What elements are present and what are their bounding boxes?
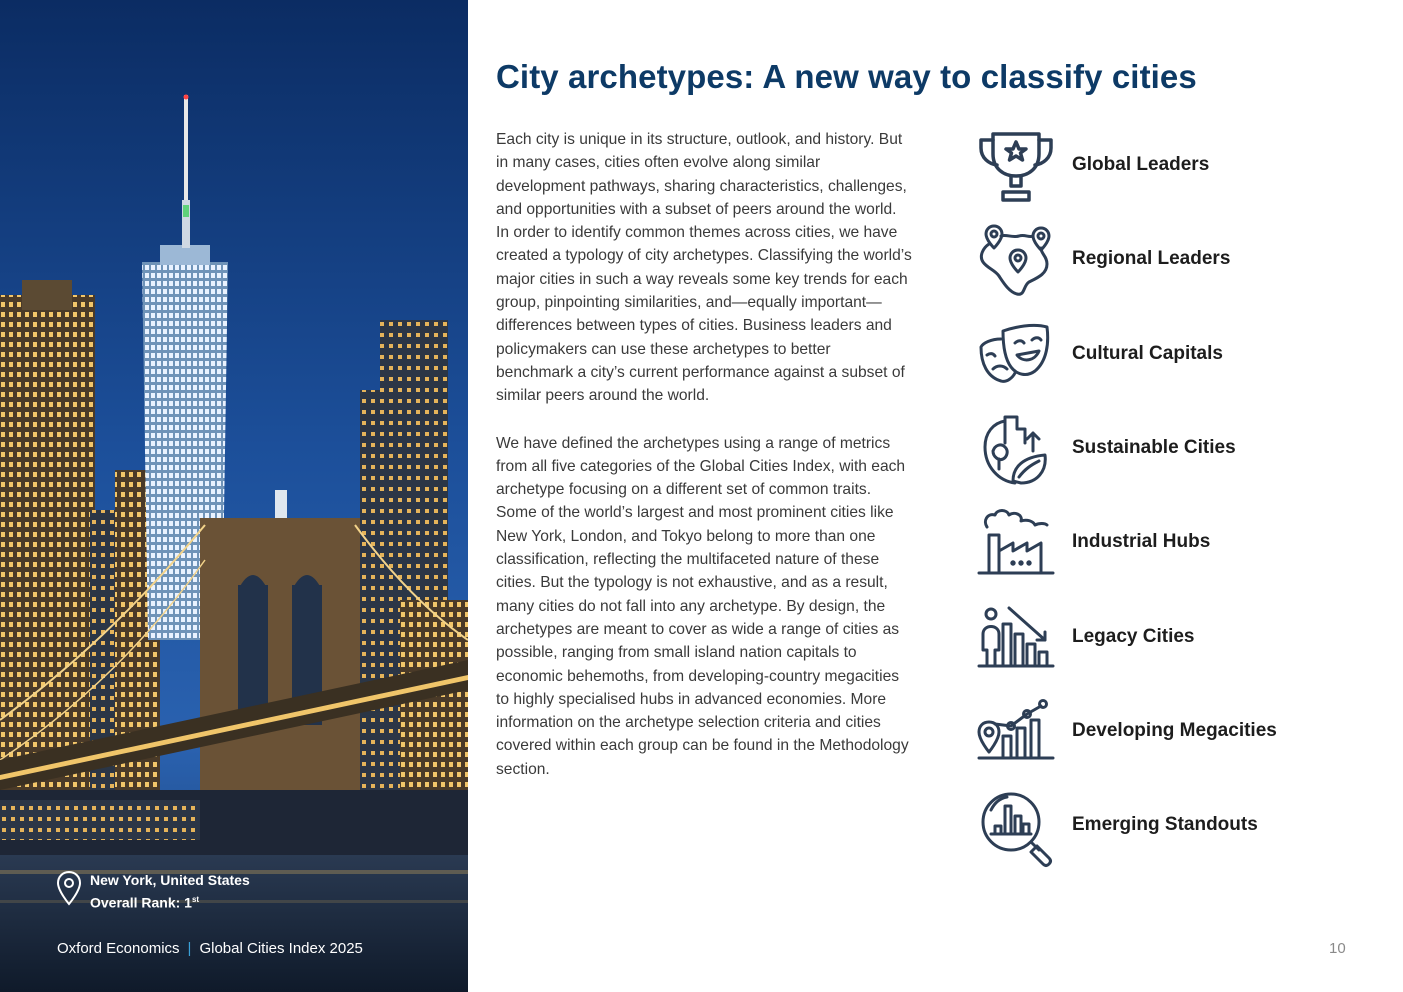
body-text — [496, 128, 912, 805]
city-photo — [0, 0, 468, 992]
archetype-legacy-cities — [975, 600, 1375, 680]
caption-location: New York, United States — [90, 872, 250, 888]
archetype-label: Global Leaders — [1072, 154, 1210, 175]
growth-chart-icon — [975, 694, 1057, 774]
footer-separator: | — [187, 940, 192, 957]
paragraph-1: Each city is unique in its structure, outlook, and history. But in many cases, cities often evolve along similar development pathways, sharing characteristics, challenges, and opportunities with a subset of peers around the world. In order to identify common themes across cities, we have created a typology of city archetypes. Classifying the world’s major cities in such a way reveals some key trends for each group, pinpointing similarities, and—equally important—differences between types of cities. Business leaders and policymakers can use these archetypes to better benchmark a city’s current performance against a subset of similar peers around the world. — [496, 131, 912, 405]
new-york-skyline-illustration — [0, 0, 468, 992]
trophy-icon — [975, 128, 1057, 208]
archetype-label: Emerging Standouts — [1072, 814, 1258, 835]
footer-publication — [57, 940, 363, 957]
archetype-cultural-capitals — [975, 317, 1375, 397]
archetype-label: Cultural Capitals — [1072, 343, 1223, 364]
declining-chart-icon — [975, 600, 1057, 680]
footer-title: Global Cities Index 2025 — [199, 940, 363, 957]
location-pin-icon — [56, 870, 82, 906]
page-number: 10 — [1329, 940, 1346, 957]
archetype-industrial-hubs — [975, 505, 1375, 585]
archetype-label: Sustainable Cities — [1072, 437, 1236, 458]
page-title: City archetypes: A new way to classify cities — [496, 58, 1197, 95]
magnifier-chart-icon — [975, 788, 1057, 868]
photo-caption — [56, 870, 250, 913]
archetype-label: Developing Megacities — [1072, 720, 1277, 741]
archetype-label: Regional Leaders — [1072, 248, 1231, 269]
factory-icon — [975, 505, 1057, 585]
archetype-sustainable-cities — [975, 411, 1375, 491]
archetype-emerging-standouts — [975, 788, 1375, 868]
paragraph-2: We have defined the archetypes using a range of metrics from all five categories of the Global Cities Index, with each archetype focusing on a different set of common traits. Some of the world’s largest and most prominent cities like New York, London, and Tokyo belong to more than one classification, reflecting the multifaceted nature of these cities. But the typology is not exhaustive, and as a result, many cities do not fall into any archetype. By design, the archetypes are meant to cover as wide a range of cities as possible, ranging from small island nation capitals to economic behemoths, from developing-country megacities to highly specialised hubs in advanced economies. More information on the archetype selection criteria and cities covered within each group can be found in the Methodology section. — [496, 434, 909, 778]
map-pins-icon — [975, 222, 1057, 302]
archetype-label: Legacy Cities — [1072, 626, 1195, 647]
green-city-icon — [975, 411, 1057, 491]
archetype-label: Industrial Hubs — [1072, 531, 1211, 552]
archetype-global-leaders — [975, 128, 1375, 208]
caption-rank: Overall Rank: 1st — [90, 894, 200, 911]
archetype-regional-leaders — [975, 222, 1375, 302]
theatre-masks-icon — [975, 317, 1057, 397]
footer-publisher: Oxford Economics — [57, 940, 180, 957]
archetype-developing-megacities — [975, 694, 1375, 774]
